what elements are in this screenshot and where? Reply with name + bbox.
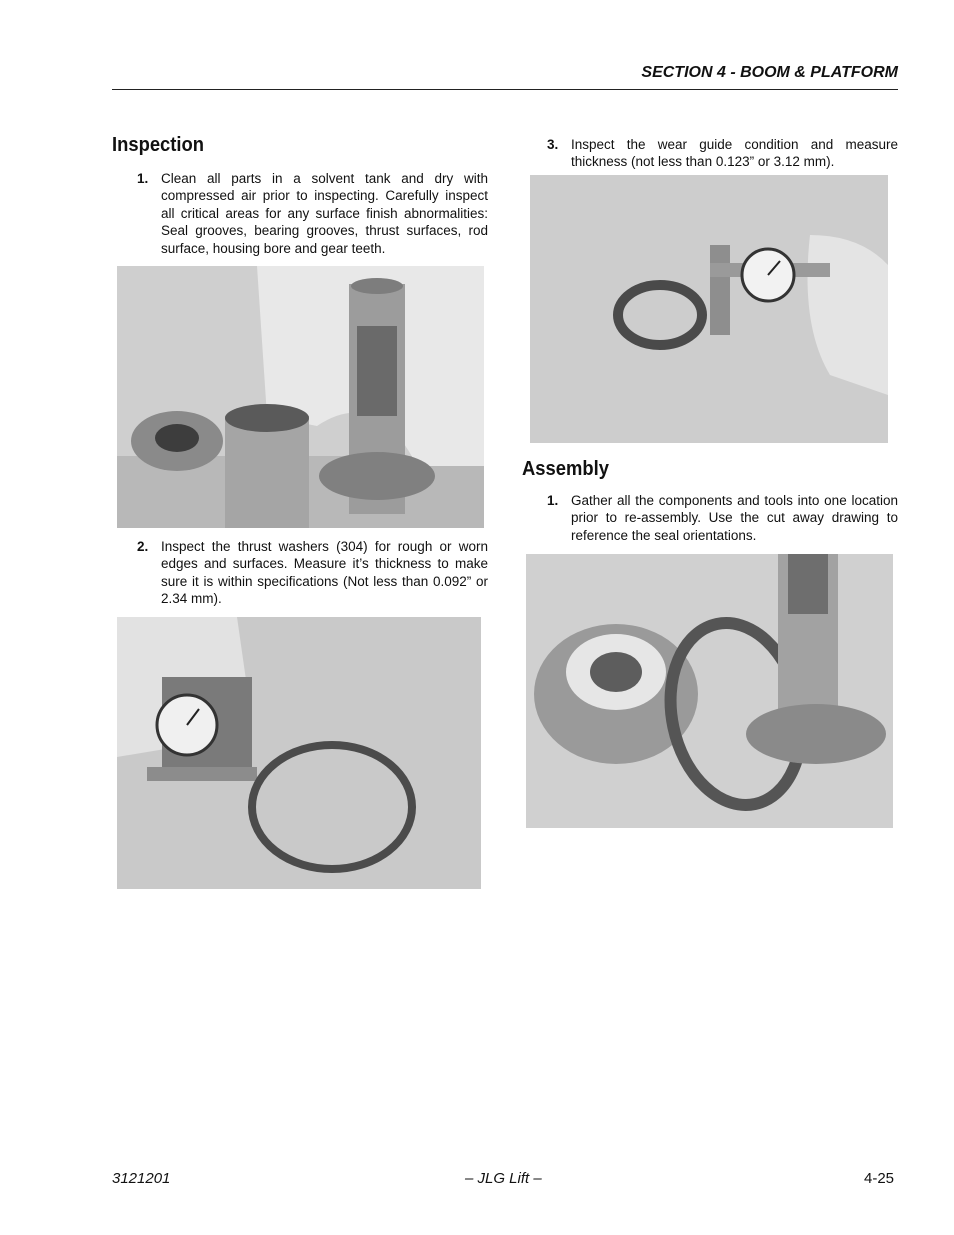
section-header: SECTION 4 - BOOM & PLATFORM <box>641 64 898 81</box>
footer-doc-number: 3121201 <box>112 1170 171 1187</box>
photo-wear-guide-measurement <box>530 175 888 443</box>
inspection-step-3 <box>547 136 898 171</box>
header-divider <box>112 89 898 90</box>
inspection-step-2 <box>137 538 488 608</box>
step-number: 1. <box>137 171 149 186</box>
photo-thrust-washer-measurement <box>117 617 481 889</box>
photo-assembly-components <box>526 554 893 828</box>
step-text: Gather all the components and tools into one location prior to re-assembly. Use the cut away drawing to reference the seal orientations. <box>571 493 898 543</box>
photo-housing-and-shaft-parts <box>117 266 484 528</box>
step-text: Clean all parts in a solvent tank and dry with compressed air prior to inspecting. Carefully inspect all critical areas for any surface finish abnormalities: Seal grooves, bearing grooves, thrust surfaces, rod surface, housing bore and gear teeth. <box>161 171 488 256</box>
assembly-heading: Assembly <box>522 458 609 480</box>
inspection-heading: Inspection <box>112 134 205 156</box>
footer-brand: – JLG Lift – <box>465 1170 542 1187</box>
inspection-step-1 <box>137 170 488 257</box>
step-number: 1. <box>547 493 559 508</box>
step-text: Inspect the thrust washers (304) for rough or worn edges and surfaces. Measure it’s thickness to make sure it is within specifications (Not less than 0.092” or 2.34 mm). <box>161 539 488 607</box>
assembly-step-1 <box>547 492 898 544</box>
step-number: 2. <box>137 539 149 554</box>
step-text: Inspect the wear guide condition and measure thickness (not less than 0.123” or 3.12 mm). <box>571 137 898 170</box>
step-number: 3. <box>547 137 559 152</box>
footer-page-number: 4-25 <box>864 1170 895 1187</box>
